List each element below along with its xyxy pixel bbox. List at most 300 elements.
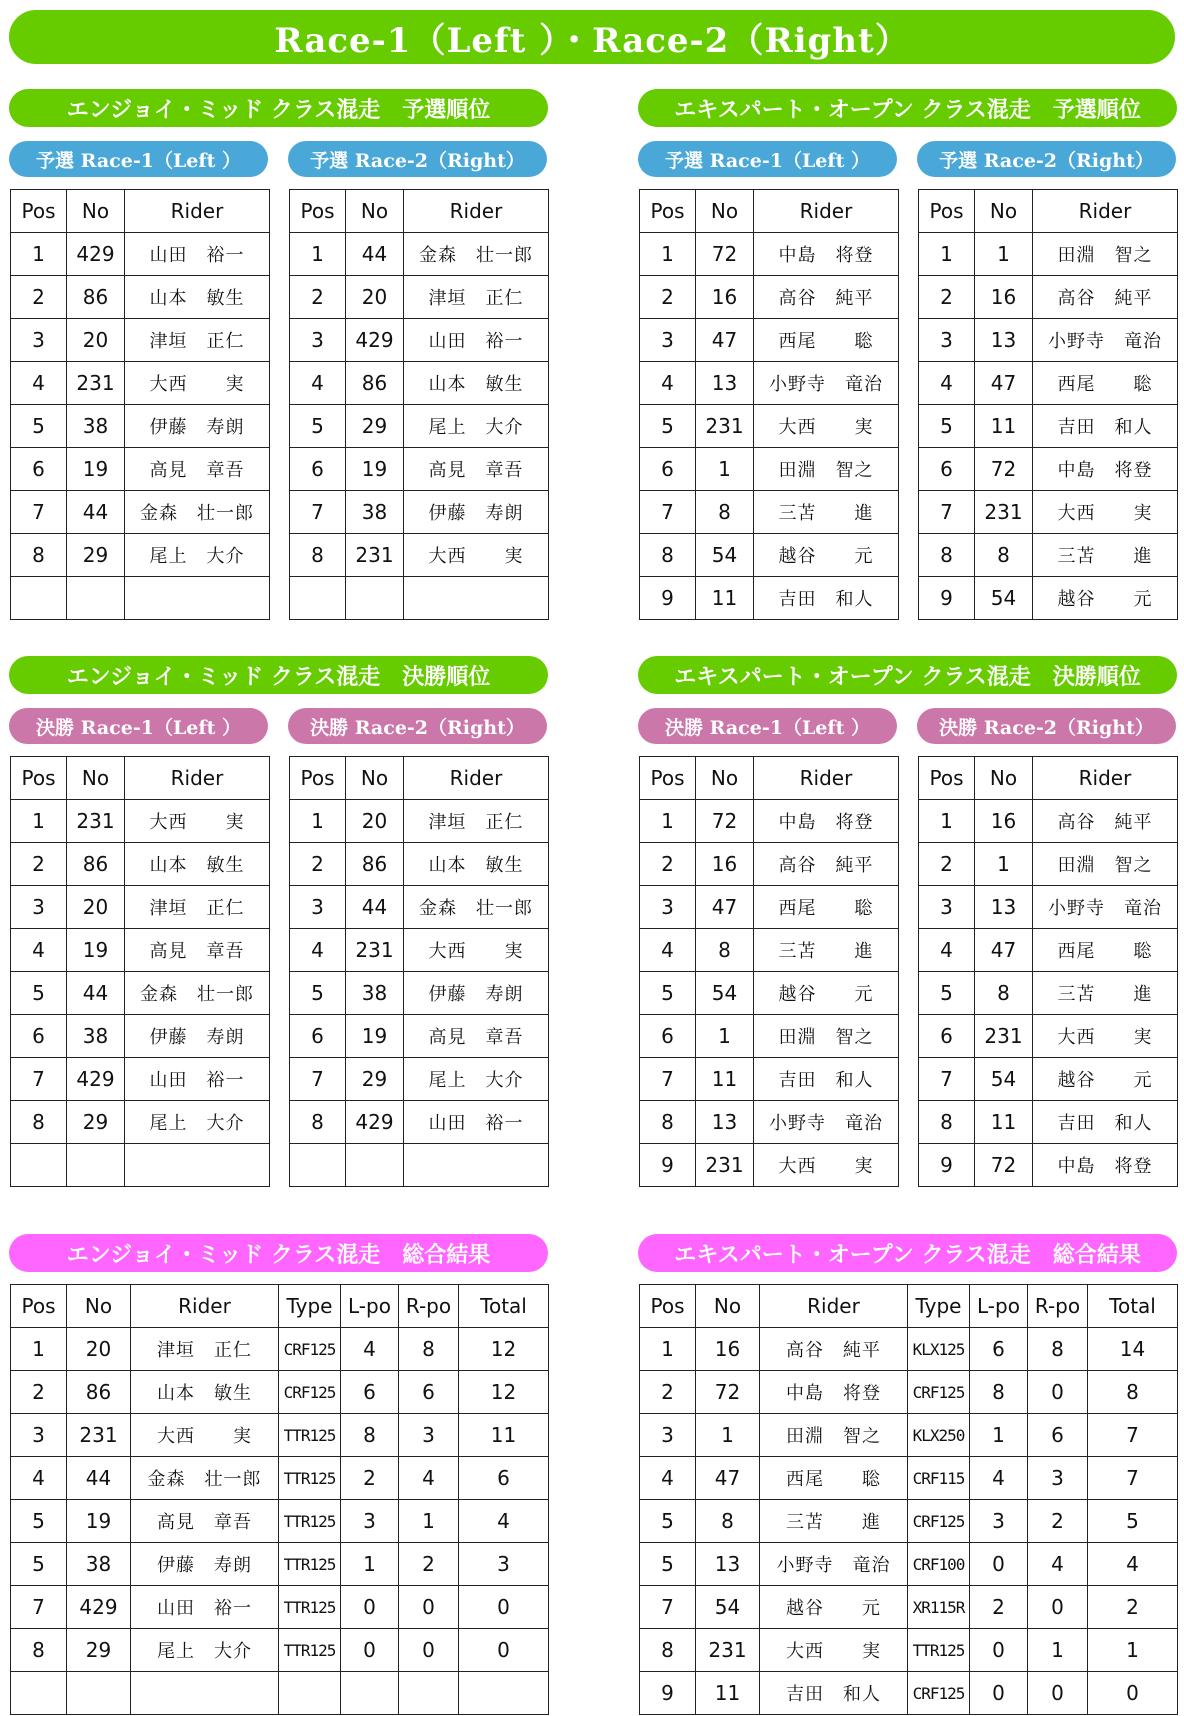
cell-pos: 1 xyxy=(290,233,346,276)
cell-pos: 8 xyxy=(919,534,975,577)
cell-pos: 5 xyxy=(11,1543,67,1586)
table-row xyxy=(11,319,270,362)
cell-pos xyxy=(11,1672,67,1715)
cell-rider: 高見 章吾 xyxy=(125,448,270,491)
header-type: Type xyxy=(279,1285,341,1328)
results-table xyxy=(918,189,1178,620)
cell-pos: 4 xyxy=(11,929,67,972)
header-no: No xyxy=(696,1285,760,1328)
cell-no: 20 xyxy=(67,886,125,929)
table-row xyxy=(290,319,549,362)
cell-pos: 4 xyxy=(640,1457,696,1500)
cell-pos: 1 xyxy=(640,800,696,843)
cell-rider: 西尾 聡 xyxy=(754,319,899,362)
cell-no: 44 xyxy=(346,886,404,929)
table-row xyxy=(640,1586,1178,1629)
cell-no: 429 xyxy=(67,1586,131,1629)
cell-pos: 8 xyxy=(11,1101,67,1144)
table-row xyxy=(11,1414,549,1457)
cell-no: 1 xyxy=(696,1414,760,1457)
table-row xyxy=(290,233,549,276)
cell-total: 7 xyxy=(1088,1457,1178,1500)
table-row xyxy=(640,362,899,405)
table-row xyxy=(640,1629,1178,1672)
cell-no: 54 xyxy=(696,1586,760,1629)
cell-pos: 8 xyxy=(290,534,346,577)
cell-rider: 尾上 大介 xyxy=(125,1101,270,1144)
cell-pos: 7 xyxy=(640,491,696,534)
cell-pos: 3 xyxy=(11,886,67,929)
cell-type: CRF125 xyxy=(908,1371,970,1414)
cell-no: 11 xyxy=(975,405,1033,448)
table-row xyxy=(919,1015,1178,1058)
cell-pos: 7 xyxy=(11,1586,67,1629)
expert-qualifying-title: エキスパート・オープン クラス混走 予選順位 xyxy=(638,89,1177,127)
cell-pos: 4 xyxy=(11,1457,67,1500)
results-table xyxy=(639,756,899,1187)
cell-pos: 5 xyxy=(919,972,975,1015)
cell-no: 231 xyxy=(696,1144,754,1187)
header-rider: Rider xyxy=(404,757,549,800)
cell-rider: 中島 将登 xyxy=(754,233,899,276)
header-no: No xyxy=(975,190,1033,233)
table-row xyxy=(919,972,1178,1015)
cell-rider: 中島 将登 xyxy=(1033,1144,1178,1187)
cell-no: 47 xyxy=(696,1457,760,1500)
table-header-row xyxy=(919,190,1178,233)
cell-pos: 1 xyxy=(11,1328,67,1371)
table-row xyxy=(640,233,899,276)
cell-pos: 9 xyxy=(640,1672,696,1715)
table-row xyxy=(11,972,270,1015)
cell-rider: 高谷 純平 xyxy=(1033,276,1178,319)
cell-l-po: 1 xyxy=(970,1414,1028,1457)
table-row xyxy=(290,405,549,448)
table-row xyxy=(290,491,549,534)
table-row xyxy=(640,843,899,886)
cell-rider: 小野寺 竜治 xyxy=(760,1543,908,1586)
cell-pos: 3 xyxy=(290,886,346,929)
table-row xyxy=(640,886,899,929)
cell-rider: 高見 章吾 xyxy=(131,1500,279,1543)
cell-rider: 山田 裕一 xyxy=(125,1058,270,1101)
cell-no: 11 xyxy=(696,1672,760,1715)
overall-table xyxy=(639,1284,1178,1715)
cell-rider: 田淵 智之 xyxy=(754,1015,899,1058)
cell-no: 38 xyxy=(346,491,404,534)
cell-no: 13 xyxy=(696,1543,760,1586)
cell-rider: 尾上 大介 xyxy=(404,1058,549,1101)
table-row xyxy=(640,448,899,491)
cell-rider: 山本 敏生 xyxy=(125,843,270,886)
table-row xyxy=(640,1457,1178,1500)
cell-pos: 7 xyxy=(11,1058,67,1101)
table-row xyxy=(919,577,1178,620)
table-row xyxy=(919,1101,1178,1144)
cell-pos: 4 xyxy=(290,362,346,405)
cell-no: 44 xyxy=(346,233,404,276)
cell-total: 7 xyxy=(1088,1414,1178,1457)
cell-l-po: 0 xyxy=(341,1586,399,1629)
cell-no: 29 xyxy=(346,1058,404,1101)
cell-rider: 山田 裕一 xyxy=(125,233,270,276)
cell-rider: 田淵 智之 xyxy=(760,1414,908,1457)
table-row xyxy=(11,276,270,319)
cell-no: 11 xyxy=(696,577,754,620)
cell-type: TTR125 xyxy=(279,1586,341,1629)
cell-pos: 1 xyxy=(919,233,975,276)
table-header-row xyxy=(11,190,270,233)
table-row xyxy=(919,233,1178,276)
cell-no: 38 xyxy=(67,1015,125,1058)
cell-rider: 津垣 正仁 xyxy=(404,276,549,319)
results-table xyxy=(10,756,270,1187)
cell-pos: 6 xyxy=(11,448,67,491)
cell-pos: 7 xyxy=(640,1586,696,1629)
cell-type: TTR125 xyxy=(279,1543,341,1586)
cell-no: 8 xyxy=(696,1500,760,1543)
table-row xyxy=(919,319,1178,362)
cell-no: 54 xyxy=(975,1058,1033,1101)
cell-no xyxy=(346,577,404,620)
page-title: Race-1（Left ）・Race-2（Right） xyxy=(9,10,1175,64)
cell-rider: 大西 実 xyxy=(754,405,899,448)
cell-rider: 西尾 聡 xyxy=(760,1457,908,1500)
cell-no: 86 xyxy=(67,276,125,319)
cell-pos: 7 xyxy=(290,491,346,534)
table-row xyxy=(919,1058,1178,1101)
cell-rider: 山本 敏生 xyxy=(131,1371,279,1414)
cell-no: 8 xyxy=(975,534,1033,577)
cell-no: 231 xyxy=(346,929,404,972)
cell-pos: 5 xyxy=(11,972,67,1015)
cell-rider: 越谷 元 xyxy=(1033,1058,1178,1101)
header-type: Type xyxy=(908,1285,970,1328)
cell-r-po: 8 xyxy=(1028,1328,1088,1371)
cell-no: 20 xyxy=(346,800,404,843)
table-row xyxy=(919,929,1178,972)
cell-rider: 山本 敏生 xyxy=(125,276,270,319)
cell-pos: 6 xyxy=(640,1015,696,1058)
cell-l-po xyxy=(341,1672,399,1715)
header-pos: Pos xyxy=(640,757,696,800)
cell-type: TTR125 xyxy=(908,1629,970,1672)
cell-pos: 6 xyxy=(640,448,696,491)
cell-no: 429 xyxy=(346,1101,404,1144)
table-row xyxy=(11,534,270,577)
header-pos: Pos xyxy=(11,757,67,800)
cell-rider: 西尾 聡 xyxy=(1033,929,1178,972)
cell-pos: 3 xyxy=(919,886,975,929)
header-pos: Pos xyxy=(640,190,696,233)
cell-pos: 3 xyxy=(919,319,975,362)
cell-pos: 6 xyxy=(919,1015,975,1058)
table-row xyxy=(640,1101,899,1144)
cell-rider: 吉田 和人 xyxy=(760,1672,908,1715)
cell-pos: 5 xyxy=(919,405,975,448)
cell-r-po: 0 xyxy=(1028,1371,1088,1414)
cell-no xyxy=(67,577,125,620)
cell-pos: 3 xyxy=(640,886,696,929)
enjoy-overall-title: エンジョイ・ミッド クラス混走 総合結果 xyxy=(9,1234,548,1272)
cell-total xyxy=(459,1672,549,1715)
cell-rider: 津垣 正仁 xyxy=(125,886,270,929)
cell-r-po: 1 xyxy=(399,1500,459,1543)
header-no: No xyxy=(696,757,754,800)
cell-rider: 中島 将登 xyxy=(760,1371,908,1414)
cell-type: TTR125 xyxy=(279,1500,341,1543)
cell-pos: 2 xyxy=(11,276,67,319)
cell-pos: 2 xyxy=(640,1371,696,1414)
cell-rider: 三苫 進 xyxy=(754,929,899,972)
cell-pos: 2 xyxy=(919,843,975,886)
cell-rider: 伊藤 寿朗 xyxy=(131,1543,279,1586)
results-table xyxy=(10,189,270,620)
cell-rider: 大西 実 xyxy=(404,534,549,577)
cell-rider: 山田 裕一 xyxy=(404,319,549,362)
cell-l-po: 2 xyxy=(341,1457,399,1500)
table-row xyxy=(919,362,1178,405)
cell-rider: 津垣 正仁 xyxy=(131,1328,279,1371)
cell-l-po: 0 xyxy=(970,1543,1028,1586)
cell-no: 231 xyxy=(696,1629,760,1672)
cell-rider: 山田 裕一 xyxy=(404,1101,549,1144)
cell-total: 4 xyxy=(459,1500,549,1543)
cell-rider: 吉田 和人 xyxy=(1033,1101,1178,1144)
expert-qual-race1-label: 予選 Race-1（Left ） xyxy=(638,141,897,177)
table-row xyxy=(290,1101,549,1144)
cell-no: 16 xyxy=(696,843,754,886)
cell-rider: 小野寺 竜治 xyxy=(1033,886,1178,929)
cell-no: 13 xyxy=(975,319,1033,362)
table-row xyxy=(640,1672,1178,1715)
cell-total: 4 xyxy=(1088,1543,1178,1586)
table-row xyxy=(919,800,1178,843)
cell-total: 12 xyxy=(459,1328,549,1371)
cell-rider: 小野寺 竜治 xyxy=(754,362,899,405)
cell-rider: 金森 壮一郎 xyxy=(404,886,549,929)
table-row xyxy=(290,972,549,1015)
cell-rider: 山本 敏生 xyxy=(404,843,549,886)
expert-qual-race2-label: 予選 Race-2（Right） xyxy=(917,141,1176,177)
cell-type: TTR125 xyxy=(279,1629,341,1672)
cell-total: 12 xyxy=(459,1371,549,1414)
cell-pos: 6 xyxy=(290,448,346,491)
cell-no: 54 xyxy=(696,972,754,1015)
cell-pos: 5 xyxy=(640,405,696,448)
cell-no: 54 xyxy=(975,577,1033,620)
cell-no: 231 xyxy=(67,362,125,405)
cell-no xyxy=(67,1144,125,1187)
header-no: No xyxy=(346,757,404,800)
header-l-po: L-po xyxy=(970,1285,1028,1328)
cell-pos: 1 xyxy=(640,233,696,276)
cell-no: 86 xyxy=(346,362,404,405)
cell-pos: 5 xyxy=(640,972,696,1015)
cell-total: 8 xyxy=(1088,1371,1178,1414)
cell-no: 19 xyxy=(346,1015,404,1058)
header-no: No xyxy=(346,190,404,233)
cell-rider: 尾上 大介 xyxy=(131,1629,279,1672)
table-row xyxy=(919,448,1178,491)
cell-l-po: 0 xyxy=(341,1629,399,1672)
cell-rider: 大西 実 xyxy=(125,800,270,843)
table-row xyxy=(290,577,549,620)
results-table xyxy=(639,189,899,620)
table-row xyxy=(640,1328,1178,1371)
header-rider: Rider xyxy=(125,757,270,800)
table-row xyxy=(640,972,899,1015)
table-row xyxy=(11,1144,270,1187)
cell-r-po xyxy=(399,1672,459,1715)
cell-rider: 西尾 聡 xyxy=(754,886,899,929)
cell-l-po: 6 xyxy=(341,1371,399,1414)
cell-no: 13 xyxy=(696,362,754,405)
results-table xyxy=(289,756,549,1187)
table-row xyxy=(919,405,1178,448)
table-row xyxy=(11,491,270,534)
table-row xyxy=(640,1058,899,1101)
cell-pos: 6 xyxy=(919,448,975,491)
cell-no: 11 xyxy=(975,1101,1033,1144)
table-row xyxy=(11,1672,549,1715)
cell-rider: 高谷 純平 xyxy=(754,843,899,886)
table-row xyxy=(11,577,270,620)
cell-rider: 高見 章吾 xyxy=(404,448,549,491)
table-row xyxy=(290,1015,549,1058)
cell-no: 19 xyxy=(67,929,125,972)
cell-pos: 8 xyxy=(11,1629,67,1672)
table-row xyxy=(11,1371,549,1414)
table-header-row xyxy=(640,1285,1178,1328)
cell-pos: 2 xyxy=(11,1371,67,1414)
table-row xyxy=(640,929,899,972)
cell-no: 29 xyxy=(67,1629,131,1672)
cell-no: 86 xyxy=(67,843,125,886)
cell-pos: 8 xyxy=(640,1629,696,1672)
cell-rider: 田淵 智之 xyxy=(754,448,899,491)
header-rider: Rider xyxy=(125,190,270,233)
cell-rider: 小野寺 竜治 xyxy=(1033,319,1178,362)
cell-rider: 中島 将登 xyxy=(754,800,899,843)
table-row xyxy=(290,843,549,886)
cell-total: 0 xyxy=(459,1629,549,1672)
header-rider: Rider xyxy=(760,1285,908,1328)
cell-no: 47 xyxy=(975,929,1033,972)
cell-pos: 7 xyxy=(290,1058,346,1101)
cell-pos: 2 xyxy=(919,276,975,319)
table-row xyxy=(11,233,270,276)
cell-rider: 西尾 聡 xyxy=(1033,362,1178,405)
table-header-row xyxy=(640,190,899,233)
cell-no: 429 xyxy=(346,319,404,362)
cell-total: 2 xyxy=(1088,1586,1178,1629)
cell-no: 44 xyxy=(67,491,125,534)
cell-pos: 7 xyxy=(11,491,67,534)
table-row xyxy=(640,800,899,843)
cell-no: 13 xyxy=(975,886,1033,929)
table-row xyxy=(290,886,549,929)
cell-rider: 高谷 純平 xyxy=(760,1328,908,1371)
cell-no: 231 xyxy=(67,1414,131,1457)
cell-no: 19 xyxy=(67,1500,131,1543)
cell-no: 8 xyxy=(696,491,754,534)
cell-pos: 1 xyxy=(290,800,346,843)
cell-rider: 中島 将登 xyxy=(1033,448,1178,491)
cell-no: 44 xyxy=(67,972,125,1015)
header-total: Total xyxy=(1088,1285,1178,1328)
header-pos: Pos xyxy=(290,757,346,800)
cell-l-po: 0 xyxy=(970,1672,1028,1715)
enjoy-qual-race1-label: 予選 Race-1（Left ） xyxy=(9,141,268,177)
cell-no: 38 xyxy=(67,1543,131,1586)
cell-pos: 6 xyxy=(290,1015,346,1058)
table-row xyxy=(11,843,270,886)
table-row xyxy=(290,448,549,491)
cell-no: 16 xyxy=(696,1328,760,1371)
cell-r-po: 0 xyxy=(399,1629,459,1672)
cell-pos: 1 xyxy=(11,233,67,276)
header-rider: Rider xyxy=(754,190,899,233)
cell-rider: 高見 章吾 xyxy=(404,1015,549,1058)
cell-pos: 2 xyxy=(640,843,696,886)
expert-overall-title: エキスパート・オープン クラス混走 総合結果 xyxy=(638,1234,1177,1272)
cell-no: 1 xyxy=(696,448,754,491)
cell-rider xyxy=(125,1144,270,1187)
header-rider: Rider xyxy=(131,1285,279,1328)
cell-total: 6 xyxy=(459,1457,549,1500)
table-row xyxy=(640,577,899,620)
cell-rider: 高谷 純平 xyxy=(1033,800,1178,843)
table-header-row xyxy=(290,190,549,233)
table-row xyxy=(11,1500,549,1543)
table-row xyxy=(640,1371,1178,1414)
cell-no: 231 xyxy=(975,1015,1033,1058)
cell-no: 72 xyxy=(975,1144,1033,1187)
cell-rider: 金森 壮一郎 xyxy=(404,233,549,276)
cell-no: 1 xyxy=(696,1015,754,1058)
expert-final-race2-label: 決勝 Race-2（Right） xyxy=(917,708,1176,744)
cell-rider: 田淵 智之 xyxy=(1033,233,1178,276)
header-no: No xyxy=(696,190,754,233)
cell-pos: 1 xyxy=(640,1328,696,1371)
table-header-row xyxy=(640,757,899,800)
cell-r-po: 3 xyxy=(1028,1457,1088,1500)
table-row xyxy=(290,534,549,577)
cell-no: 38 xyxy=(67,405,125,448)
cell-no: 16 xyxy=(975,276,1033,319)
cell-pos: 8 xyxy=(640,534,696,577)
cell-r-po: 0 xyxy=(1028,1586,1088,1629)
cell-pos: 5 xyxy=(11,405,67,448)
cell-rider: 山田 裕一 xyxy=(131,1586,279,1629)
cell-no: 72 xyxy=(696,233,754,276)
table-row xyxy=(290,1144,549,1187)
cell-rider: 尾上 大介 xyxy=(404,405,549,448)
table-row xyxy=(640,1015,899,1058)
header-pos: Pos xyxy=(11,1285,67,1328)
cell-rider: 越谷 元 xyxy=(1033,577,1178,620)
cell-rider: 伊藤 寿朗 xyxy=(404,972,549,1015)
cell-pos: 8 xyxy=(11,534,67,577)
cell-rider: 高見 章吾 xyxy=(125,929,270,972)
cell-type: CRF125 xyxy=(908,1672,970,1715)
cell-rider: 高谷 純平 xyxy=(754,276,899,319)
cell-type: XR115R xyxy=(908,1586,970,1629)
cell-rider: 金森 壮一郎 xyxy=(125,972,270,1015)
table-row xyxy=(290,276,549,319)
cell-l-po: 8 xyxy=(341,1414,399,1457)
